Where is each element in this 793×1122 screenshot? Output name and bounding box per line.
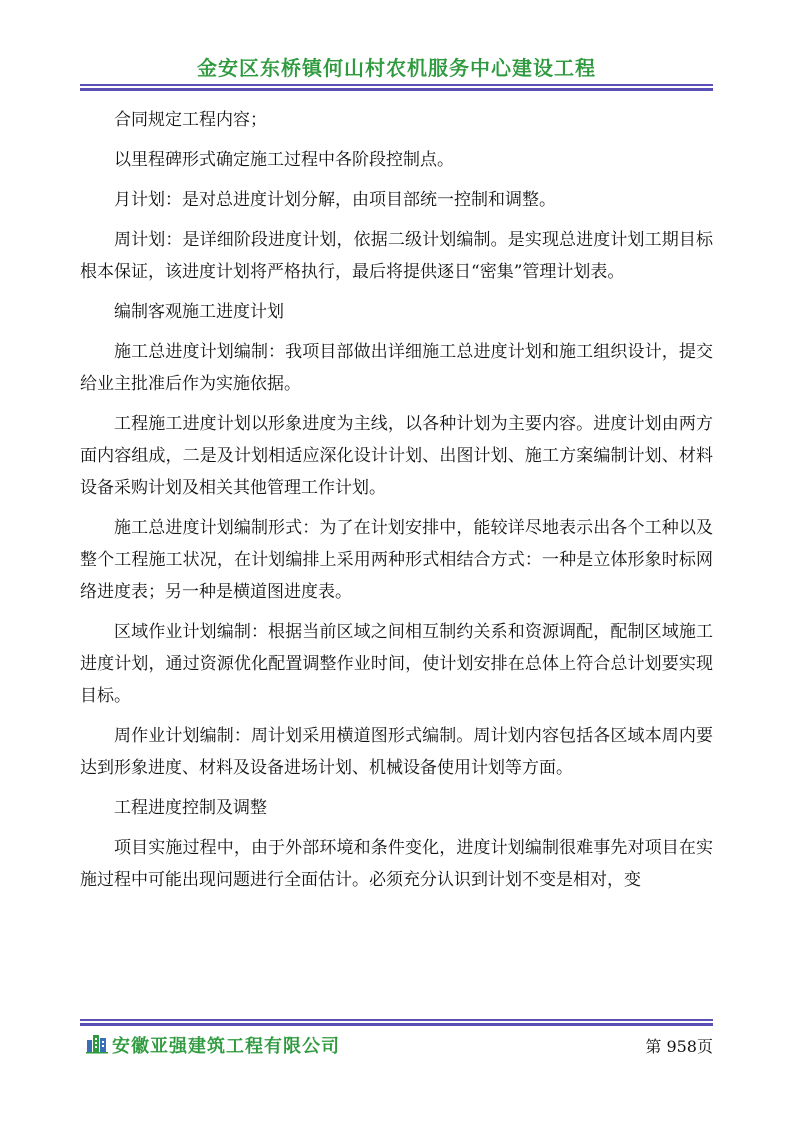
paragraph: 施工总进度计划编制形式：为了在计划安排中，能较详尽地表示出各个工种以及整个工程施工状况，在计划编排上采用两种形式相结合方式：一种是立体形象时标网络进度表；另一种是横道图进度表。 <box>80 518 713 602</box>
building-logo-icon <box>86 1032 108 1054</box>
page-title: 金安区东桥镇何山村农机服务中心建设工程 <box>197 56 596 80</box>
paragraph: 月计划：是对总进度计划分解，由项目部统一控制和调整。 <box>114 190 556 210</box>
paragraph: 项目实施过程中，由于外部环境和条件变化，进度计划编制很难事先对项目在实施过程中可能出现问题进行全面估计。必须充分认识到计划不变是相对，变 <box>80 838 713 890</box>
section-heading: 编制客观施工进度计划 <box>114 302 284 322</box>
header-divider <box>80 84 713 86</box>
section-heading: 工程进度控制及调整 <box>114 798 267 818</box>
company-name: 安徽亚强建筑工程有限公司 <box>112 1036 340 1057</box>
document-body <box>80 104 713 904</box>
paragraph: 以里程碑形式确定施工过程中各阶段控制点。 <box>114 150 454 170</box>
paragraph: 施工总进度计划编制：我项目部做出详细施工总进度计划和施工组织设计，提交给业主批准后作为实施依据。 <box>80 342 713 394</box>
paragraph: 周计划：是详细阶段进度计划，依据二级计划编制。是实现总进度计划工期目标根本保证，该进度计划将严格执行，最后将提供逐日“密集”管理计划表。 <box>80 230 713 282</box>
paragraph: 周作业计划编制：周计划采用横道图形式编制。周计划内容包括各区域本周内要达到形象进度、材料及设备进场计划、机械设备使用计划等方面。 <box>80 726 713 778</box>
paragraph: 工程施工进度计划以形象进度为主线，以各种计划为主要内容。进度计划由两方面内容组成，二是及计划相适应深化设计计划、出图计划、施工方案编制计划、材料设备采购计划及相关其他管理工作计划。 <box>80 414 713 498</box>
paragraph: 合同规定工程内容； <box>114 110 267 130</box>
footer-divider-thick <box>80 1023 713 1026</box>
header-divider-thick <box>80 88 713 91</box>
page-number: 第 958页 <box>645 1037 713 1056</box>
paragraph: 区域作业计划编制：根据当前区域之间相互制约关系和资源调配，配制区域施工进度计划，通过资源优化配置调整作业时间，使计划安排在总体上符合总计划要实现目标。 <box>80 622 713 706</box>
footer-divider <box>80 1019 713 1021</box>
